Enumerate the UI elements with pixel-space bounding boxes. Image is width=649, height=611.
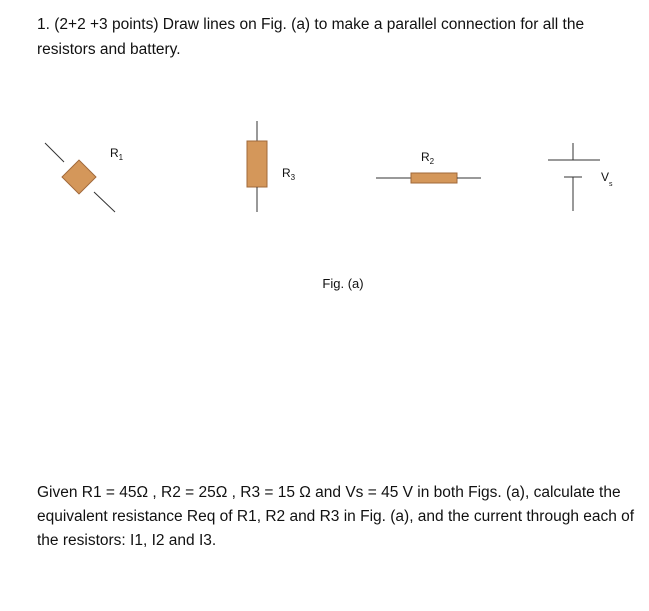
given-line-2: equivalent resistance Req of R1, R2 and R3 in Fig. (a), and the current through each of <box>37 508 635 525</box>
r1-lead-top <box>45 143 64 162</box>
figure-caption: Fig. (a) <box>322 276 364 291</box>
r2-body <box>411 173 457 183</box>
resistor-r1 <box>45 143 124 212</box>
r3-body <box>247 141 267 187</box>
r1-label: $R_1$ <box>110 146 124 162</box>
given-text <box>37 481 649 553</box>
given-line-1: Given R1 = 45Ω , R2 = 25Ω , R3 = 15 Ω and Vs = 45 V in both Figs. (a), calculate the <box>37 484 621 501</box>
r1-body <box>62 160 96 194</box>
given-line-3: the resistors: I1, I2 and I3. <box>37 532 217 549</box>
r3-label: $R_3$ <box>282 166 296 182</box>
resistor-r2 <box>376 150 481 183</box>
r1-lead-bottom <box>94 192 115 212</box>
question-line-1: 1. (2+2 +3 points) Draw lines on Fig. (a) to make a parallel connection for all the <box>37 16 585 33</box>
question-line-2: resistors and battery. <box>37 41 181 58</box>
resistor-r3 <box>247 121 296 212</box>
battery-vs <box>548 143 613 211</box>
r2-label: $R_2$ <box>421 150 435 166</box>
vs-label: $V_s$ <box>601 170 613 188</box>
